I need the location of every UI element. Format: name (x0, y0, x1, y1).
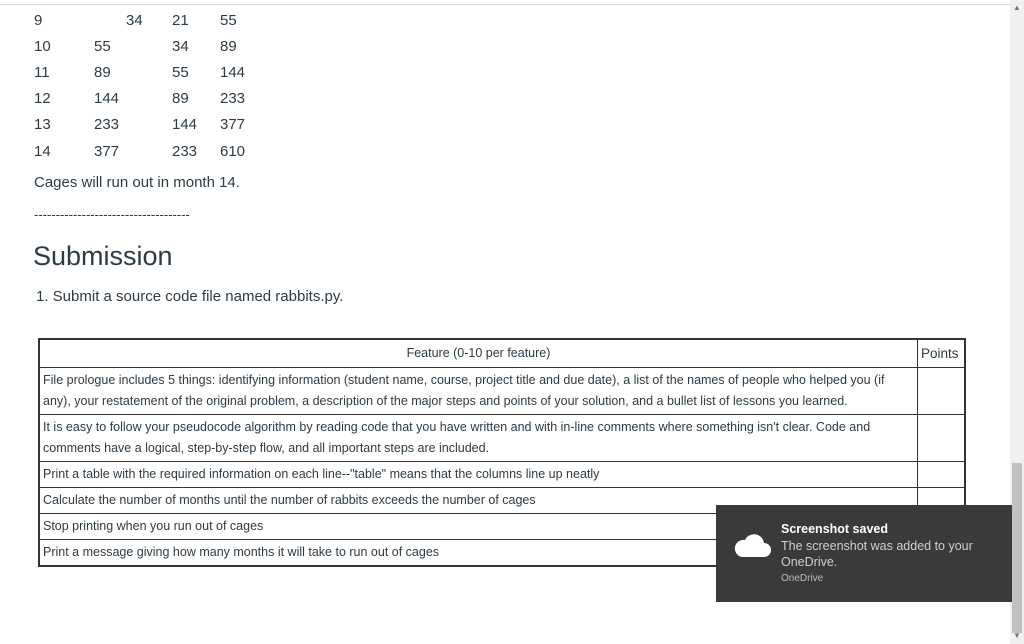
table-cell: 55 (94, 37, 111, 55)
table-cell: 12 (34, 90, 51, 108)
feature-cell: Calculate the number of months until the number of rabbits exceeds the number of cages (39, 488, 918, 514)
table-cell: 144 (172, 116, 198, 134)
table-row (34, 59, 270, 85)
notification-message: The screenshot was added to your OneDrive. (781, 539, 973, 569)
table-cell: 55 (220, 11, 237, 29)
table-cell: 233 (94, 116, 120, 134)
table-cell: 610 (220, 142, 246, 160)
table-cell: 144 (94, 90, 120, 108)
notification-title: Screenshot saved (781, 522, 888, 536)
table-row (34, 7, 270, 33)
table-cell: 144 (220, 63, 246, 81)
table-row (39, 368, 965, 415)
table-cell: 377 (94, 142, 120, 160)
fibonacci-table (34, 7, 270, 164)
table-cell: 55 (172, 63, 189, 81)
table-cell: 233 (220, 90, 246, 108)
table-cell: 21 (172, 11, 189, 29)
feature-cell: Print a message giving how many months it will take to run out of cages (39, 540, 918, 567)
feature-cell: Print a table with the required information on each line--"table" means that the columns line up neatly (39, 462, 918, 488)
scroll-up-icon[interactable]: ▲ (1013, 3, 1021, 12)
top-border (0, 0, 1010, 5)
points-cell (918, 368, 966, 415)
list-item: 1. Submit a source code file named rabbits.py. (36, 288, 344, 305)
table-cell: 14 (34, 142, 51, 160)
table-cell: 89 (172, 90, 189, 108)
feature-column-header: Feature (0-10 per feature) (39, 339, 918, 368)
points-cell (918, 415, 966, 462)
table-row (34, 86, 270, 112)
submission-heading: Submission (33, 241, 173, 271)
table-row (39, 415, 965, 462)
table-cell: 10 (34, 37, 51, 55)
table-row (34, 112, 270, 138)
conclusion-text: Cages will run out in month 14. (34, 174, 240, 191)
table-cell: 89 (94, 63, 111, 81)
points-cell (918, 462, 966, 488)
feature-cell: Stop printing when you run out of cages (39, 514, 918, 540)
scrollbar-thumb[interactable] (1012, 463, 1022, 633)
vertical-scrollbar[interactable] (1010, 0, 1024, 644)
dashed-divider: ------------------------------------ (34, 207, 190, 222)
feature-cell: File prologue includes 5 things: identifying information (student name, course, project title and due date), a list of the names of people who helped you (if any), your restatement of the original problem, a description of the major steps and points of your solution, and a bullet list of lessons you learned. (39, 368, 918, 415)
table-cell: 34 (126, 11, 143, 29)
submission-list (36, 288, 343, 305)
scroll-down-icon[interactable]: ▼ (1013, 631, 1021, 640)
feature-cell: It is easy to follow your pseudocode algorithm by reading code that you have written and with in-line comments where something isn't clear. Code and comments have a logical, step-by-step flow, and all important steps are included. (39, 415, 918, 462)
screenshot-saved-notification[interactable] (716, 505, 1012, 602)
table-cell: 13 (34, 116, 51, 134)
table-cell: 233 (172, 142, 198, 160)
points-column-header: Points (918, 339, 966, 368)
cloud-icon (732, 531, 772, 559)
table-cell: 89 (220, 37, 237, 55)
table-cell: 377 (220, 116, 246, 134)
table-row (39, 462, 965, 488)
table-cell: 9 (34, 11, 43, 29)
table-header-row (39, 339, 965, 368)
notification-source: OneDrive (781, 573, 824, 584)
table-cell: 34 (172, 37, 189, 55)
table-row (34, 138, 270, 164)
table-cell: 11 (34, 63, 50, 81)
table-row (34, 33, 270, 59)
